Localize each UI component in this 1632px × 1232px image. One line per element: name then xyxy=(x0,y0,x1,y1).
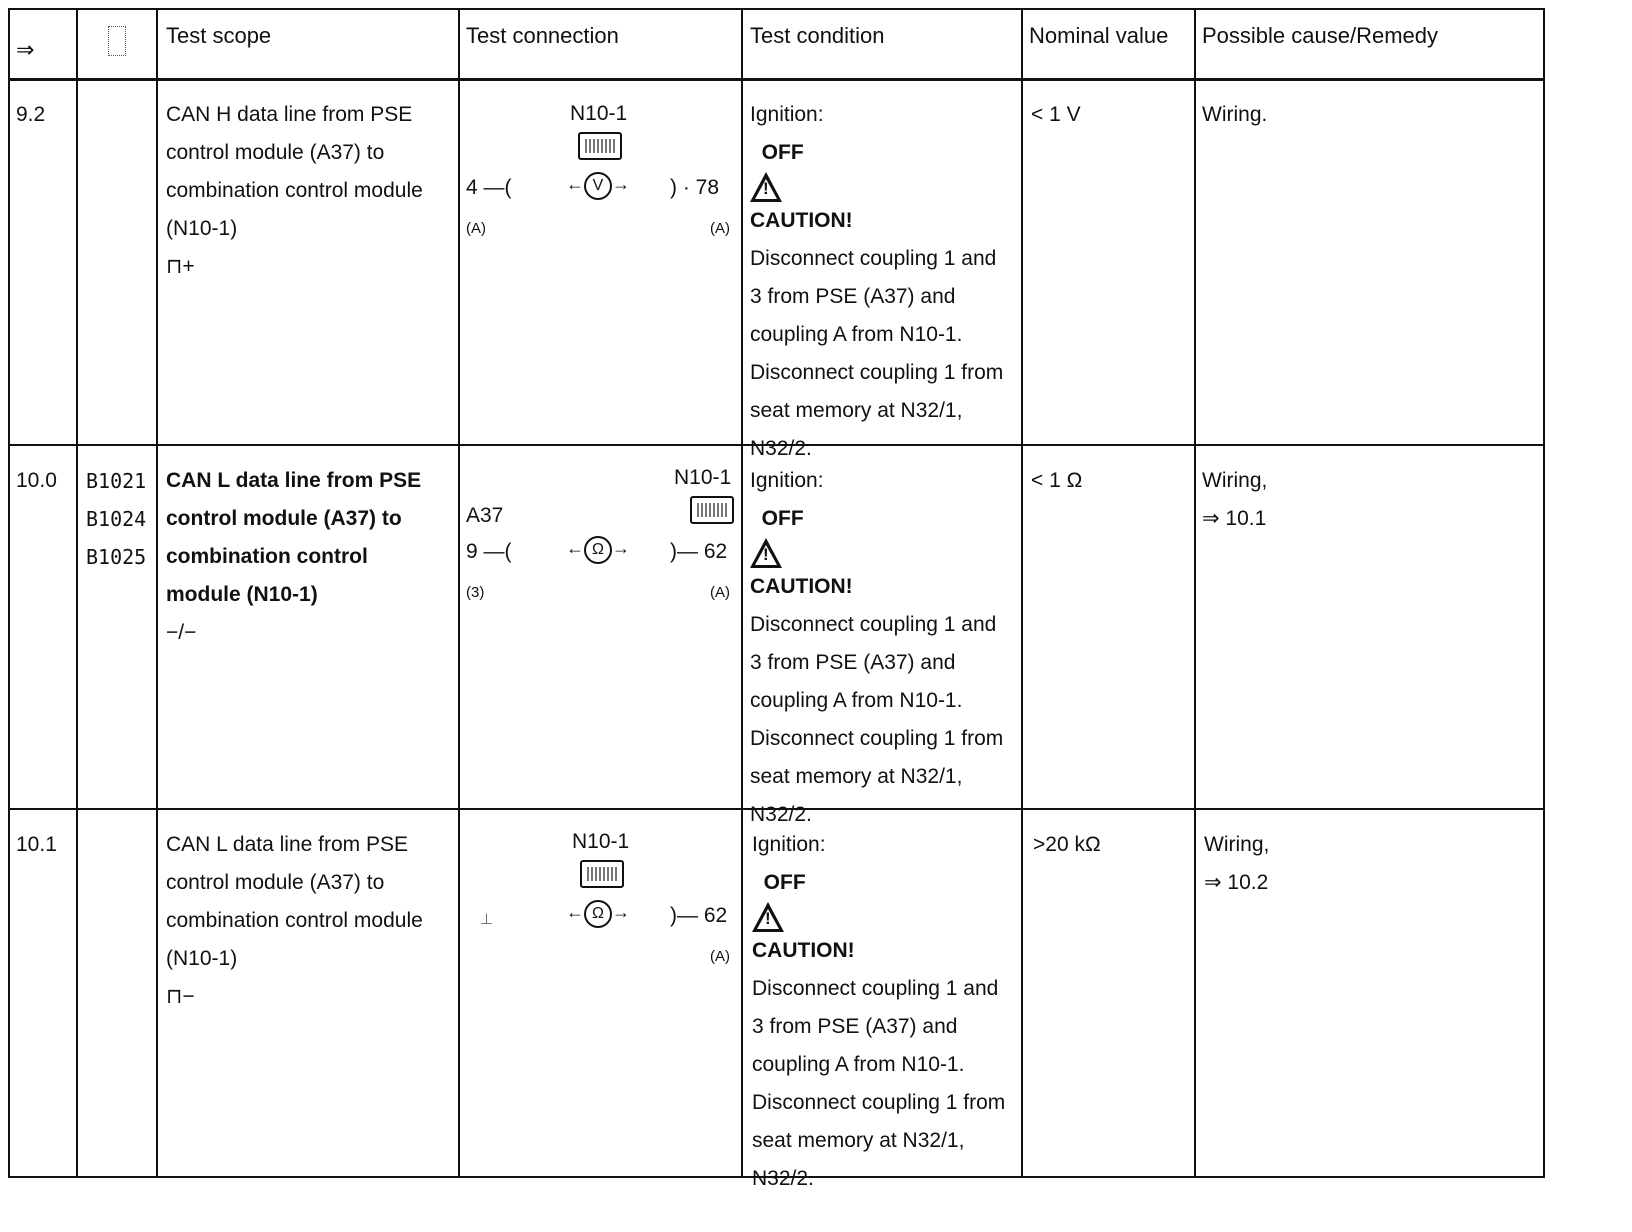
left-pin: 9 —( xyxy=(466,540,512,563)
left-pin: 4 —( xyxy=(466,176,512,199)
condition-line: Disconnect coupling 1 and xyxy=(752,977,999,1000)
remedy xyxy=(1202,96,1267,134)
voltmeter-icon: ← V → xyxy=(566,172,630,200)
scope-line: combination control xyxy=(166,545,368,568)
control-module-icon xyxy=(578,132,622,160)
scope-line: combination control module xyxy=(166,909,423,932)
right-pin: )— 62 xyxy=(670,540,728,563)
scope-line: control module (A37) to xyxy=(166,141,385,164)
condition-line: coupling A from N10-1. xyxy=(750,689,963,712)
scope-line: (N10-1) xyxy=(166,947,238,970)
test-scope xyxy=(166,826,423,1016)
caution-line: ! CAUTION! xyxy=(750,172,1003,240)
left-pin-coupling: (3) xyxy=(466,584,485,601)
nominal-value: < 1 V xyxy=(1031,103,1081,126)
ground-symbol: ⊥ xyxy=(480,911,494,928)
scope-line: control module (A37) to xyxy=(166,871,385,894)
control-module-icon xyxy=(690,496,734,524)
remedy-line: ⇒ 10.1 xyxy=(1202,507,1267,530)
diagnostic-icon xyxy=(108,26,126,56)
nominal-value: < 1 Ω xyxy=(1031,469,1083,492)
condition-line: Disconnect coupling 1 from xyxy=(750,361,1004,384)
scope-line: module (N10-1) xyxy=(166,583,318,606)
scope-line: control module (A37) to xyxy=(166,507,402,530)
right-pin-coupling: (A) xyxy=(710,948,730,965)
test-condition xyxy=(750,96,1003,468)
warning-icon xyxy=(750,538,782,568)
scope-symbol: ⊓− xyxy=(166,985,195,1008)
right-pin: ) · 78 xyxy=(670,176,720,199)
right-pin: )— 62 xyxy=(670,904,728,927)
header-rule xyxy=(10,78,1543,81)
ohmmeter-icon: ← Ω → xyxy=(566,900,630,928)
scope-line: CAN H data line from PSE xyxy=(166,103,413,126)
caution-line: ! CAUTION! xyxy=(750,538,1003,606)
col-divider xyxy=(741,10,743,1176)
ignition-line: Ignition: OFF xyxy=(750,103,824,164)
header-arrow: ⇒ xyxy=(16,37,35,62)
col-divider xyxy=(1021,10,1023,1176)
condition-line: coupling A from N10-1. xyxy=(752,1053,965,1076)
ohmmeter-icon: ← Ω → xyxy=(566,536,630,564)
col-divider xyxy=(76,10,78,1176)
condition-line: Disconnect coupling 1 and xyxy=(750,613,997,636)
module-label: N10-1 xyxy=(570,102,628,125)
condition-line: 3 from PSE (A37) and xyxy=(750,651,956,674)
scope-line: CAN L data line from PSE xyxy=(166,469,422,492)
remedy xyxy=(1204,826,1269,902)
right-pin-coupling: (A) xyxy=(710,220,730,237)
fault-code: B1024 xyxy=(86,507,147,531)
condition-line: 3 from PSE (A37) and xyxy=(752,1015,958,1038)
test-condition xyxy=(752,826,1005,1198)
module-label: N10-1 xyxy=(572,830,630,853)
remedy-line: Wiring, xyxy=(1204,833,1270,856)
ignition-line: Ignition: OFF xyxy=(750,469,824,530)
header-test-connection: Test connection xyxy=(466,23,619,48)
fault-code: B1025 xyxy=(86,545,147,569)
condition-line: 3 from PSE (A37) and xyxy=(750,285,956,308)
control-module-icon xyxy=(580,860,624,888)
step-number: 10.0 xyxy=(16,469,57,492)
condition-line: Disconnect coupling 1 and xyxy=(750,247,997,270)
condition-line: Disconnect coupling 1 from xyxy=(750,727,1004,750)
test-scope xyxy=(166,96,423,286)
test-scope xyxy=(166,462,421,652)
scope-line: (N10-1) xyxy=(166,217,238,240)
col-divider xyxy=(1194,10,1196,1176)
condition-line: seat memory at N32/1, xyxy=(750,765,963,788)
test-condition xyxy=(750,462,1003,834)
col-divider xyxy=(156,10,158,1176)
nominal-value: >20 kΩ xyxy=(1033,833,1101,856)
diagnostic-table xyxy=(8,8,1545,1190)
module-label: N10-1 xyxy=(674,466,732,489)
condition-line: N32/2. xyxy=(750,437,812,460)
remedy-line: Wiring. xyxy=(1202,103,1268,126)
condition-line: seat memory at N32/1, xyxy=(752,1129,965,1152)
col-divider xyxy=(458,10,460,1176)
scope-symbol: −/− xyxy=(166,621,197,644)
caution-line: ! CAUTION! xyxy=(752,902,1005,970)
step-number: 9.2 xyxy=(16,103,46,126)
condition-line: Disconnect coupling 1 from xyxy=(752,1091,1006,1114)
fault-code: B1021 xyxy=(86,469,147,493)
step-number: 10.1 xyxy=(16,833,57,856)
scope-line: combination control module xyxy=(166,179,423,202)
header-possible-cause: Possible cause/Remedy xyxy=(1202,23,1439,48)
warning-icon xyxy=(750,172,782,202)
header-nominal-value: Nominal value xyxy=(1029,23,1169,48)
scope-line: CAN L data line from PSE xyxy=(166,833,408,856)
condition-line: coupling A from N10-1. xyxy=(750,323,963,346)
warning-icon xyxy=(752,902,784,932)
condition-line: N32/2. xyxy=(750,803,812,826)
left-module-label: A37 xyxy=(466,504,504,527)
scope-symbol: ⊓+ xyxy=(166,255,195,278)
left-pin-coupling: (A) xyxy=(466,220,486,237)
ignition-line: Ignition: OFF xyxy=(752,833,826,894)
remedy-line: ⇒ 10.2 xyxy=(1204,871,1269,894)
header-test-condition: Test condition xyxy=(750,23,885,48)
right-pin-coupling: (A) xyxy=(710,584,730,601)
fault-codes xyxy=(86,462,146,576)
condition-line: seat memory at N32/1, xyxy=(750,399,963,422)
remedy-line: Wiring, xyxy=(1202,469,1268,492)
condition-line: N32/2. xyxy=(752,1167,814,1190)
header-test-scope: Test scope xyxy=(166,23,272,48)
remedy xyxy=(1202,462,1267,538)
